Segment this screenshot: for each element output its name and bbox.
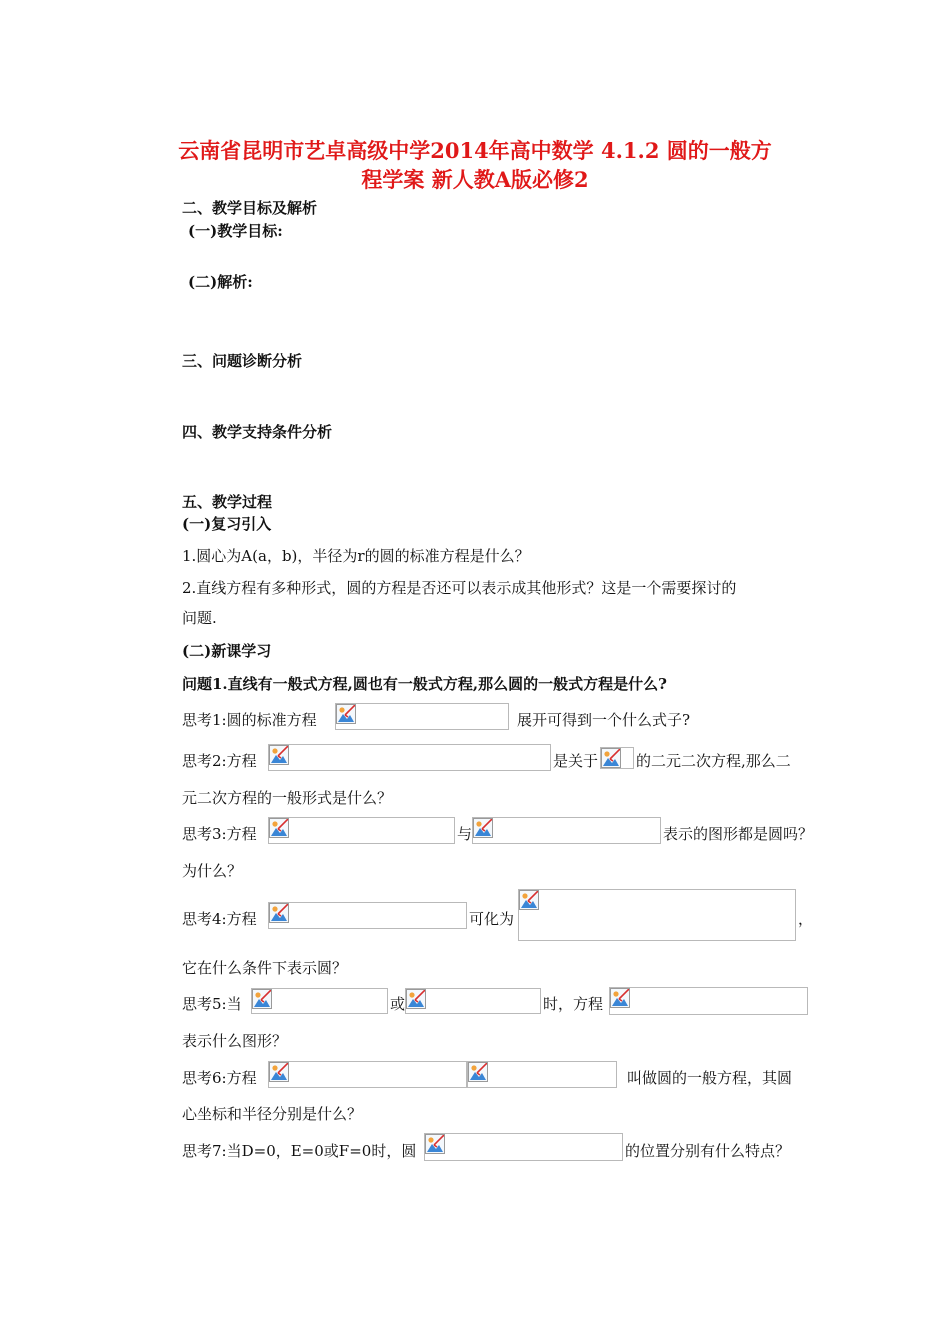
broken-image-icon bbox=[269, 903, 289, 923]
section-heading-diagnosis: 三、问题诊断分析 bbox=[182, 352, 303, 370]
think-2-line2: 元二次方程的一般形式是什么？ bbox=[182, 789, 393, 807]
broken-image-icon bbox=[252, 989, 272, 1009]
formula-image-condition-b bbox=[405, 988, 541, 1014]
broken-image-icon bbox=[425, 1134, 445, 1154]
think-6-text: 叫做圆的一般方程，其圆 bbox=[627, 1069, 793, 1087]
think-4-text-b: ， bbox=[798, 910, 814, 928]
think-4-label: 思考4:方程 bbox=[182, 910, 257, 928]
think-5-text-b: 时，方程 bbox=[543, 995, 604, 1013]
formula-image-equation bbox=[609, 987, 808, 1015]
think-7-text: 的位置分别有什么特点？ bbox=[625, 1142, 791, 1160]
document-title bbox=[150, 136, 800, 194]
formula-image-general-equation bbox=[268, 1061, 467, 1088]
formula-image-equation-b bbox=[472, 817, 661, 844]
formula-image-circle-standard bbox=[335, 703, 509, 730]
problem-1: 问题1.直线有一般式方程,圆也有一般式方程,那么圆的一般式方程是什么? bbox=[182, 675, 667, 693]
think-4-text-a: 可化为 bbox=[469, 910, 515, 928]
formula-image-equation bbox=[268, 902, 467, 929]
think-6-label: 思考6:方程 bbox=[182, 1069, 257, 1087]
think-3-text-b: 表示的图形都是圆吗？ bbox=[663, 825, 814, 843]
think-3-line2: 为什么？ bbox=[182, 862, 243, 880]
broken-image-icon bbox=[473, 818, 493, 838]
title-line-1: 云南省昆明市艺卓高级中学2014年高中数学 4.1.2 圆的一般方 bbox=[178, 138, 772, 163]
think-4-line2: 它在什么条件下表示圆？ bbox=[182, 959, 348, 977]
think-7-label: 思考7:当D=0，E=0或F=0时，圆 bbox=[182, 1142, 417, 1160]
subsection-heading-objectives: (一)教学目标: bbox=[188, 222, 283, 240]
broken-image-icon bbox=[406, 989, 426, 1009]
formula-image-completed-square bbox=[518, 889, 796, 941]
think-2-text-b: 的二元二次方程,那么二 bbox=[636, 752, 791, 770]
think-2-text-a: 是关于 bbox=[553, 752, 599, 770]
section-heading-process: 五、教学过程 bbox=[182, 493, 273, 511]
formula-image-equation-a bbox=[268, 817, 455, 844]
formula-image-condition-a bbox=[251, 988, 388, 1014]
broken-image-icon bbox=[519, 890, 539, 910]
think-1-text: 展开可得到一个什么式子? bbox=[517, 711, 691, 729]
review-question-2-line1: 2.直线方程有多种形式，圆的方程是否还可以表示成其他形式？这是一个需要探讨的 bbox=[182, 579, 737, 597]
think-5-label: 思考5:当 bbox=[182, 995, 242, 1013]
think-3-label: 思考3:方程 bbox=[182, 825, 257, 843]
broken-image-icon bbox=[269, 818, 289, 838]
formula-image-condition bbox=[467, 1061, 617, 1088]
think-2-label: 思考2:方程 bbox=[182, 752, 257, 770]
review-question-1: 1.圆心为A(a，b)，半径为r的圆的标准方程是什么？ bbox=[182, 547, 530, 565]
broken-image-icon bbox=[601, 748, 621, 768]
subsection-heading-new-lesson: (二)新课学习 bbox=[182, 642, 272, 660]
formula-image-equation bbox=[268, 744, 551, 771]
think-6-line2: 心坐标和半径分别是什么？ bbox=[182, 1105, 363, 1123]
formula-image-variables bbox=[600, 747, 634, 769]
review-question-2-line2: 问题. bbox=[182, 609, 217, 627]
subsection-heading-review: (一)复习引入 bbox=[182, 515, 272, 533]
broken-image-icon bbox=[269, 1062, 289, 1082]
think-3-text-a: 与 bbox=[457, 825, 473, 843]
title-line-2: 程学案 新人教A版必修2 bbox=[361, 167, 589, 192]
broken-image-icon bbox=[336, 704, 356, 724]
formula-image-general-equation bbox=[424, 1133, 623, 1161]
think-5-text-a: 或 bbox=[390, 995, 406, 1013]
broken-image-icon bbox=[610, 988, 630, 1008]
subsection-heading-analysis: (二)解析: bbox=[188, 273, 253, 291]
think-1-label: 思考1:圆的标准方程 bbox=[182, 711, 317, 729]
broken-image-icon bbox=[468, 1062, 488, 1082]
section-heading-objectives: 二、教学目标及解析 bbox=[182, 199, 318, 217]
broken-image-icon bbox=[269, 745, 289, 765]
section-heading-support: 四、教学支持条件分析 bbox=[182, 423, 333, 441]
think-5-line2: 表示什么图形？ bbox=[182, 1032, 288, 1050]
